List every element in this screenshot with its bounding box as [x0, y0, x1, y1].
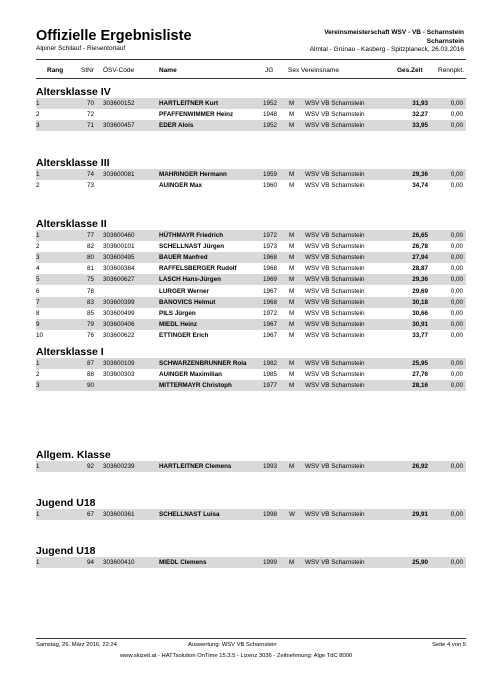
section-title: Jugend U18: [36, 497, 96, 509]
cell-osv: 303600460: [103, 232, 135, 239]
cell-punkte: 0,00: [450, 309, 463, 317]
cell-rang: 3: [36, 382, 40, 390]
section-title: Allgem. Klasse: [36, 449, 111, 461]
cell-jg: 1967: [263, 331, 278, 339]
cell-verein: WSV VB Scharnstein: [305, 309, 365, 317]
cell-name: EDER Alois: [159, 122, 194, 130]
cell-name: AUINGER Maximilian: [159, 371, 222, 379]
cell-zeit: 33,77: [412, 331, 428, 339]
cell-punkte: 0,00: [450, 511, 463, 518]
cell-rang: 1: [36, 360, 40, 367]
cell-name: HÜTHMAYR Friedrich: [159, 232, 224, 239]
cell-jg: 1982: [263, 360, 278, 367]
cell-jg: 1972: [263, 232, 278, 239]
cell-jg: 1977: [263, 382, 278, 390]
cell-punkte: 0,00: [450, 254, 463, 262]
cell-name: LURGER Werner: [159, 287, 209, 295]
cell-stnr: 79: [86, 320, 94, 328]
cell-verein: WSV VB Scharnstein: [305, 122, 365, 130]
result-row: [36, 252, 466, 263]
cell-jg: 1968: [263, 265, 278, 273]
cell-punkte: 0,00: [450, 360, 463, 367]
cell-name: AUINGER Max: [159, 182, 203, 190]
cell-stnr: 85: [86, 309, 94, 317]
cell-name: MAHRINGER Hermann: [159, 171, 227, 178]
cell-osv: 303600627: [103, 276, 135, 284]
result-row: [36, 330, 466, 341]
cell-sex: M: [289, 276, 295, 284]
cell-zeit: 27,76: [412, 371, 428, 379]
cell-name: SCHELLNAST Jürgen: [159, 243, 225, 251]
cell-stnr: 75: [86, 276, 94, 284]
cell-stnr: 90: [86, 382, 94, 390]
cell-zeit: 29,36: [412, 276, 428, 284]
cell-sex: M: [289, 331, 295, 339]
cell-punkte: 0,00: [450, 122, 463, 130]
cell-stnr: 77: [86, 232, 94, 239]
cell-name: LASCH Hans-Jürgen: [159, 276, 221, 284]
column-header-divider: [36, 78, 466, 79]
cell-stnr: 80: [86, 254, 94, 262]
col-punkte: Rennpkt.: [438, 67, 465, 74]
col-verein: Vereinsname: [301, 67, 339, 74]
cell-sex: M: [289, 463, 295, 470]
cell-stnr: 70: [86, 100, 94, 107]
cell-rang: 1: [36, 171, 40, 178]
cell-sex: M: [289, 265, 295, 273]
cell-sex: M: [289, 243, 295, 251]
cell-punkte: 0,00: [450, 298, 463, 306]
col-jg: JG: [265, 67, 274, 74]
section-title: Altersklasse III: [36, 157, 110, 169]
cell-zeit: 33,95: [412, 122, 428, 130]
cell-sex: W: [289, 511, 295, 518]
cell-zeit: 26,78: [412, 243, 428, 251]
cell-verein: WSV VB Scharnstein: [305, 382, 365, 390]
cell-zeit: 32,27: [412, 111, 428, 119]
cell-punkte: 0,00: [450, 463, 463, 470]
cell-verein: WSV VB Scharnstein: [305, 331, 365, 339]
cell-punkte: 0,00: [450, 382, 463, 390]
result-row: [36, 120, 466, 131]
cell-jg: 1972: [263, 309, 278, 317]
cell-name: HARTLEITNER Clemens: [159, 463, 232, 470]
cell-name: PFAFFENWIMMER Heinz: [159, 111, 234, 119]
cell-name: HARTLEITNER Kurt: [159, 100, 219, 107]
cell-osv: 303600303: [103, 371, 135, 379]
cell-rang: 2: [36, 371, 40, 379]
cell-zeit: 30,18: [412, 298, 428, 306]
cell-punkte: 0,00: [450, 111, 463, 119]
cell-stnr: 73: [86, 182, 94, 190]
cell-zeit: 30,91: [412, 320, 428, 328]
cell-stnr: 94: [86, 559, 94, 566]
cell-zeit: 28,87: [412, 265, 428, 273]
result-row: [36, 557, 466, 568]
cell-zeit: 25,95: [412, 360, 428, 367]
cell-stnr: 67: [86, 511, 94, 518]
cell-name: BANOVICS Helmut: [159, 298, 216, 306]
result-row: [36, 358, 466, 369]
cell-stnr: 78: [86, 287, 94, 295]
cell-punkte: 0,00: [450, 265, 463, 273]
cell-verein: WSV VB Scharnstein: [305, 243, 365, 251]
cell-jg: 1959: [263, 171, 278, 178]
cell-punkte: 0,00: [450, 331, 463, 339]
cell-jg: 1973: [263, 243, 278, 251]
section-title: Jugend U18: [36, 545, 96, 557]
cell-sex: M: [289, 298, 295, 306]
result-row: [36, 169, 466, 180]
result-row: [36, 380, 466, 391]
section-title: Altersklasse IV: [36, 86, 111, 98]
cell-jg: 1968: [263, 298, 278, 306]
header-divider: [36, 59, 466, 60]
cell-jg: 1993: [263, 463, 278, 470]
cell-name: MIEDL Clemens: [159, 559, 207, 566]
cell-zeit: 25,90: [412, 559, 428, 566]
col-name: Name: [159, 67, 177, 74]
cell-zeit: 26,65: [412, 232, 428, 239]
cell-sex: M: [289, 360, 295, 367]
footer-software: www.skizeit.at - HATTsolution OnTime 15.3.5 - Lizenz 3036 - Zeitnehmung: Alge TdC 8000: [120, 653, 353, 659]
cell-zeit: 27,94: [412, 254, 428, 262]
col-sex: Sex: [288, 67, 300, 74]
cell-verein: WSV VB Scharnstein: [305, 463, 365, 470]
cell-jg: 1985: [263, 371, 278, 379]
cell-rang: 6: [36, 287, 40, 295]
cell-verein: WSV VB Scharnstein: [305, 182, 365, 190]
cell-osv: 303600495: [103, 254, 135, 262]
cell-name: RAFFELSBERGER Rudolf: [159, 265, 237, 273]
cell-name: BAUER Manfred: [159, 254, 208, 262]
result-row: [36, 98, 466, 109]
cell-sex: M: [289, 320, 295, 328]
event-location: Scharnstein: [426, 38, 464, 45]
cell-verein: WSV VB Scharnstein: [305, 276, 365, 284]
discipline-subtitle: Alpiner Schilauf - Riesentorlauf: [36, 45, 126, 52]
cell-punkte: 0,00: [450, 243, 463, 251]
cell-osv: 303600361: [103, 511, 135, 518]
cell-name: ETTINGER Erich: [159, 331, 209, 339]
result-row: [36, 230, 466, 241]
footer-date: Samstag, 26. März 2016, 22:24: [36, 642, 117, 648]
cell-osv: 303600622: [103, 331, 135, 339]
cell-zeit: 31,93: [412, 100, 428, 107]
cell-rang: 10: [36, 331, 44, 339]
cell-zeit: 34,74: [412, 182, 428, 190]
cell-jg: 1952: [263, 122, 278, 130]
cell-stnr: 72: [86, 111, 94, 119]
cell-jg: 1999: [263, 559, 278, 566]
cell-name: MIEDL Heinz: [159, 320, 198, 328]
cell-punkte: 0,00: [450, 371, 463, 379]
cell-rang: 1: [36, 511, 40, 518]
cell-punkte: 0,00: [450, 232, 463, 239]
cell-rang: 3: [36, 122, 40, 130]
cell-osv: 303600499: [103, 309, 135, 317]
result-row: [36, 109, 466, 120]
cell-rang: 1: [36, 232, 40, 239]
cell-punkte: 0,00: [450, 320, 463, 328]
cell-osv: 303600101: [103, 243, 135, 251]
cell-punkte: 0,00: [450, 287, 463, 295]
result-row: [36, 308, 466, 319]
cell-verein: WSV VB Scharnstein: [305, 111, 365, 119]
cell-stnr: 82: [86, 243, 94, 251]
cell-jg: 1967: [263, 287, 278, 295]
cell-rang: 8: [36, 309, 40, 317]
page-title: Offizielle Ergebnisliste: [36, 28, 192, 44]
cell-verein: WSV VB Scharnstein: [305, 298, 365, 306]
cell-osv: 303600457: [103, 122, 135, 130]
cell-zeit: 29,91: [412, 511, 428, 518]
cell-verein: WSV VB Scharnstein: [305, 371, 365, 379]
cell-sex: M: [289, 182, 295, 190]
cell-name: SCHWARZENBRUNNER Rola: [159, 360, 247, 367]
section-title: Altersklasse I: [36, 346, 104, 358]
cell-punkte: 0,00: [450, 276, 463, 284]
cell-osv: 303600410: [103, 559, 135, 566]
cell-rang: 5: [36, 276, 40, 284]
cell-rang: 9: [36, 320, 40, 328]
result-row: [36, 461, 466, 472]
cell-rang: 1: [36, 100, 40, 107]
cell-jg: 1969: [263, 276, 278, 284]
cell-jg: 1960: [263, 182, 278, 190]
cell-sex: M: [289, 559, 295, 566]
cell-verein: WSV VB Scharnstein: [305, 287, 365, 295]
cell-rang: 7: [36, 298, 40, 306]
cell-name: SCHELLNAST Luisa: [159, 511, 220, 518]
cell-jg: 1948: [263, 111, 278, 119]
cell-verein: WSV VB Scharnstein: [305, 360, 365, 367]
result-row: [36, 286, 466, 297]
cell-zeit: 28,16: [412, 382, 428, 390]
col-osv: ÖSV-Code: [103, 67, 135, 74]
col-zeit: Ges.Zeit: [397, 67, 423, 74]
cell-osv: 303600109: [103, 360, 135, 367]
footer-page-number: Seite 4 von 5: [432, 642, 466, 648]
footer-divider: [36, 638, 466, 639]
cell-verein: WSV VB Scharnstein: [305, 320, 365, 328]
cell-zeit: 29,36: [412, 171, 428, 178]
cell-stnr: 74: [86, 171, 94, 178]
cell-sex: M: [289, 232, 295, 239]
cell-punkte: 0,00: [450, 171, 463, 178]
col-stnr: StNr: [81, 67, 94, 74]
cell-stnr: 71: [86, 122, 94, 130]
cell-verein: WSV VB Scharnstein: [305, 265, 365, 273]
result-row: [36, 509, 466, 520]
cell-jg: 1998: [263, 511, 278, 518]
cell-jg: 1968: [263, 254, 278, 262]
cell-verein: WSV VB Scharnstein: [305, 254, 365, 262]
cell-rang: 1: [36, 559, 40, 566]
event-organizer: [324, 28, 464, 46]
cell-punkte: 0,00: [450, 100, 463, 107]
event-name: Vereinsmeisterschaft WSV - VB - Scharnstein: [324, 29, 464, 36]
result-row: [36, 180, 466, 191]
cell-sex: M: [289, 309, 295, 317]
cell-sex: M: [289, 254, 295, 262]
cell-osv: 303600399: [103, 298, 135, 306]
cell-rang: 2: [36, 111, 40, 119]
cell-punkte: 0,00: [450, 182, 463, 190]
cell-osv: 303600081: [103, 171, 135, 178]
cell-sex: M: [289, 371, 295, 379]
col-rang: Rang: [47, 67, 64, 74]
cell-sex: M: [289, 171, 295, 178]
cell-sex: M: [289, 122, 295, 130]
venue-date: Almtal - Grünau - Kasberg - Spitzplaneck, 26.03.2016: [309, 46, 464, 53]
cell-osv: 303600239: [103, 463, 135, 470]
cell-punkte: 0,00: [450, 559, 463, 566]
cell-sex: M: [289, 287, 295, 295]
cell-name: MITTERMAYR Christoph: [159, 382, 232, 390]
cell-stnr: 76: [86, 331, 94, 339]
cell-jg: 1952: [263, 100, 278, 107]
cell-name: PILS Jürgen: [159, 309, 196, 317]
cell-zeit: 29,69: [412, 287, 428, 295]
footer-auswertung: Auswertung: WSV VB Scharnstein: [188, 642, 277, 648]
result-row: [36, 369, 466, 380]
cell-rang: 2: [36, 243, 40, 251]
result-row: [36, 274, 466, 285]
cell-osv: 303600406: [103, 320, 135, 328]
result-row: [36, 241, 466, 252]
cell-osv: 303600152: [103, 100, 135, 107]
cell-stnr: 81: [86, 265, 94, 273]
cell-sex: M: [289, 382, 295, 390]
cell-zeit: 26,92: [412, 463, 428, 470]
cell-rang: 1: [36, 463, 40, 470]
cell-sex: M: [289, 111, 295, 119]
cell-rang: 2: [36, 182, 40, 190]
result-row: [36, 297, 466, 308]
cell-verein: WSV VB Scharnstein: [305, 559, 365, 566]
result-row: [36, 263, 466, 274]
cell-verein: WSV VB Scharnstein: [305, 100, 365, 107]
result-row: [36, 319, 466, 330]
cell-verein: WSV VB Scharnstein: [305, 171, 365, 178]
cell-stnr: 87: [86, 360, 94, 367]
cell-verein: WSV VB Scharnstein: [305, 232, 365, 239]
section-title: Altersklasse II: [36, 218, 107, 230]
cell-sex: M: [289, 100, 295, 107]
cell-stnr: 92: [86, 463, 94, 470]
cell-verein: WSV VB Scharnstein: [305, 511, 365, 518]
cell-jg: 1967: [263, 320, 278, 328]
cell-zeit: 30,66: [412, 309, 428, 317]
cell-rang: 4: [36, 265, 40, 273]
cell-rang: 3: [36, 254, 40, 262]
cell-osv: 303600384: [103, 265, 135, 273]
cell-stnr: 88: [86, 371, 94, 379]
cell-stnr: 83: [86, 298, 94, 306]
